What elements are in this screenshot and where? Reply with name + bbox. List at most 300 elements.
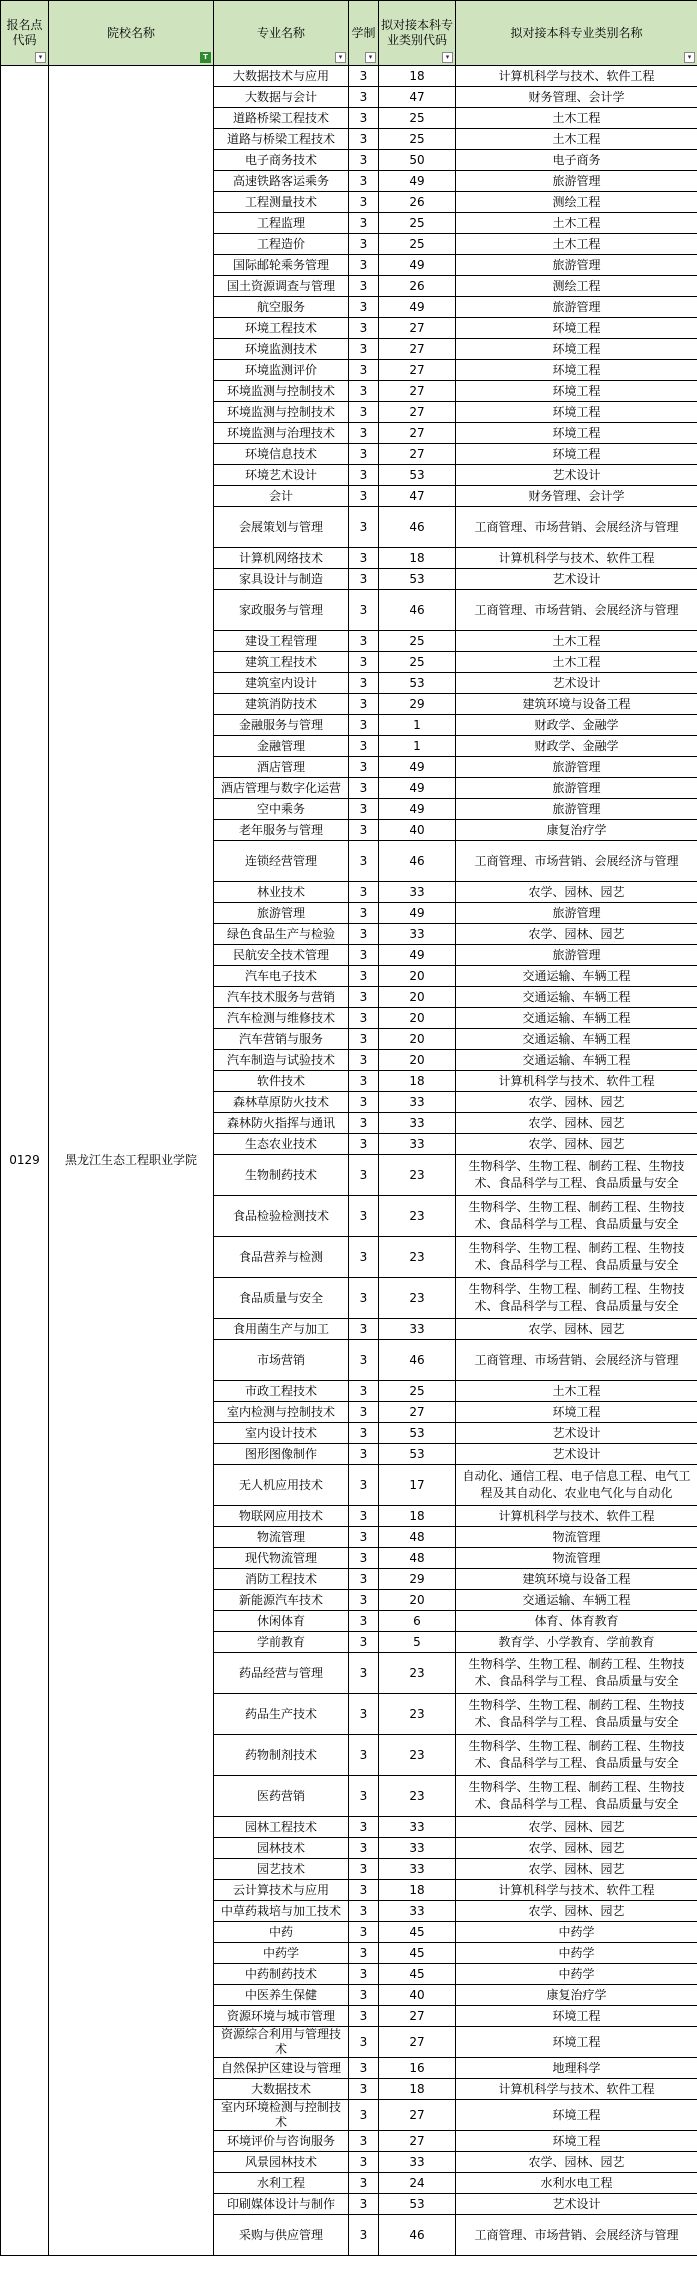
major-name-cell: 生物制药技术 <box>214 1155 349 1196</box>
category-code-cell: 49 <box>379 903 456 924</box>
category-name-cell: 计算机科学与技术、软件工程 <box>456 2079 697 2100</box>
duration-cell: 3 <box>349 2027 379 2058</box>
duration-cell: 3 <box>349 1735 379 1776</box>
category-name-cell: 环境工程 <box>456 2100 697 2131</box>
duration-cell: 3 <box>349 2079 379 2100</box>
major-name-cell: 森林草原防火技术 <box>214 1092 349 1113</box>
filter-dropdown-icon[interactable]: ▾ <box>335 52 346 63</box>
duration-cell: 3 <box>349 757 379 778</box>
major-name-cell: 物流管理 <box>214 1527 349 1548</box>
major-name-cell: 云计算技术与应用 <box>214 1880 349 1901</box>
category-name-cell: 艺术设计 <box>456 2194 697 2215</box>
major-name-cell: 民航安全技术管理 <box>214 945 349 966</box>
category-code-cell: 25 <box>379 652 456 673</box>
category-code-cell: 5 <box>379 1632 456 1653</box>
duration-cell: 3 <box>349 673 379 694</box>
category-name-cell: 旅游管理 <box>456 297 697 318</box>
major-name-cell: 自然保护区建设与管理 <box>214 2058 349 2079</box>
duration-cell: 3 <box>349 903 379 924</box>
category-name-cell: 环境工程 <box>456 339 697 360</box>
category-code-cell: 27 <box>379 1402 456 1423</box>
category-code-cell: 46 <box>379 2215 456 2256</box>
major-name-cell: 室内设计技术 <box>214 1423 349 1444</box>
category-name-cell: 中药学 <box>456 1964 697 1985</box>
duration-cell: 3 <box>349 1465 379 1506</box>
category-name-cell: 艺术设计 <box>456 673 697 694</box>
category-code-cell: 53 <box>379 2194 456 2215</box>
category-code-cell: 18 <box>379 548 456 569</box>
category-code-cell: 27 <box>379 2100 456 2131</box>
category-name-cell: 艺术设计 <box>456 1423 697 1444</box>
category-code-cell: 40 <box>379 820 456 841</box>
category-name-cell: 环境工程 <box>456 381 697 402</box>
category-code-cell: 23 <box>379 1237 456 1278</box>
duration-cell: 3 <box>349 1402 379 1423</box>
category-name-cell: 旅游管理 <box>456 778 697 799</box>
major-name-cell: 大数据技术与应用 <box>214 66 349 87</box>
header-cell: 拟对接本科专业类别名称 ▾ <box>456 1 697 66</box>
category-code-cell: 53 <box>379 1423 456 1444</box>
category-code-cell: 33 <box>379 1859 456 1880</box>
category-code-cell: 29 <box>379 694 456 715</box>
major-name-cell: 学前教育 <box>214 1632 349 1653</box>
duration-cell: 3 <box>349 318 379 339</box>
major-name-cell: 环境工程技术 <box>214 318 349 339</box>
category-name-cell: 交通运输、车辆工程 <box>456 1590 697 1611</box>
category-code-cell: 33 <box>379 1134 456 1155</box>
category-name-cell: 计算机科学与技术、软件工程 <box>456 1506 697 1527</box>
major-name-cell: 无人机应用技术 <box>214 1465 349 1506</box>
category-code-cell: 25 <box>379 234 456 255</box>
category-code-cell: 26 <box>379 192 456 213</box>
category-name-cell: 生物科学、生物工程、制药工程、生物技术、食品科学与工程、食品质量与安全 <box>456 1237 697 1278</box>
major-name-cell: 会计 <box>214 486 349 507</box>
category-name-cell: 土木工程 <box>456 1381 697 1402</box>
major-name-cell: 食品检验检测技术 <box>214 1196 349 1237</box>
category-code-cell: 45 <box>379 1964 456 1985</box>
duration-cell: 3 <box>349 569 379 590</box>
major-name-cell: 汽车检测与维修技术 <box>214 1008 349 1029</box>
duration-cell: 3 <box>349 423 379 444</box>
category-code-cell: 27 <box>379 318 456 339</box>
major-name-cell: 道路与桥梁工程技术 <box>214 129 349 150</box>
duration-cell: 3 <box>349 1278 379 1319</box>
category-name-cell: 农学、园林、园艺 <box>456 1319 697 1340</box>
filter-dropdown-icon[interactable]: ▾ <box>365 52 376 63</box>
category-code-cell: 23 <box>379 1196 456 1237</box>
duration-cell: 3 <box>349 276 379 297</box>
category-name-cell: 测绘工程 <box>456 192 697 213</box>
major-name-cell: 采购与供应管理 <box>214 2215 349 2256</box>
category-code-cell: 33 <box>379 1319 456 1340</box>
major-name-cell: 空中乘务 <box>214 799 349 820</box>
category-name-cell: 旅游管理 <box>456 171 697 192</box>
table-row <box>1 66 697 87</box>
duration-cell: 3 <box>349 1653 379 1694</box>
category-name-cell: 交通运输、车辆工程 <box>456 987 697 1008</box>
category-name-cell: 财政学、金融学 <box>456 715 697 736</box>
duration-cell: 3 <box>349 1943 379 1964</box>
major-name-cell: 道路桥梁工程技术 <box>214 108 349 129</box>
category-code-cell: 18 <box>379 66 456 87</box>
duration-cell: 3 <box>349 2100 379 2131</box>
major-name-cell: 现代物流管理 <box>214 1548 349 1569</box>
category-code-cell: 50 <box>379 150 456 171</box>
header-row <box>1 1 697 66</box>
duration-cell: 3 <box>349 87 379 108</box>
category-name-cell: 土木工程 <box>456 631 697 652</box>
duration-cell: 3 <box>349 1838 379 1859</box>
category-code-cell: 20 <box>379 1008 456 1029</box>
duration-cell: 3 <box>349 150 379 171</box>
duration-cell: 3 <box>349 2058 379 2079</box>
category-code-cell: 33 <box>379 2152 456 2173</box>
category-name-cell: 环境工程 <box>456 423 697 444</box>
major-name-cell: 中医养生保健 <box>214 1985 349 2006</box>
category-name-cell: 工商管理、市场营销、会展经济与管理 <box>456 590 697 631</box>
category-code-cell: 1 <box>379 715 456 736</box>
category-name-cell: 财务管理、会计学 <box>456 87 697 108</box>
category-code-cell: 26 <box>379 276 456 297</box>
category-code-cell: 53 <box>379 1444 456 1465</box>
school-code-cell: 0129 <box>1 66 49 2256</box>
category-name-cell: 环境工程 <box>456 318 697 339</box>
major-name-cell: 环境监测与控制技术 <box>214 402 349 423</box>
category-name-cell: 康复治疗学 <box>456 1985 697 2006</box>
category-name-cell: 计算机科学与技术、软件工程 <box>456 548 697 569</box>
category-code-cell: 48 <box>379 1527 456 1548</box>
duration-cell: 3 <box>349 297 379 318</box>
header-cell: 拟对接本科专业类别代码 ▾ <box>379 1 456 66</box>
category-code-cell: 23 <box>379 1735 456 1776</box>
major-name-cell: 资源综合利用与管理技术 <box>214 2027 349 2058</box>
major-name-cell: 中药 <box>214 1922 349 1943</box>
category-code-cell: 23 <box>379 1776 456 1817</box>
category-code-cell: 49 <box>379 945 456 966</box>
major-name-cell: 金融服务与管理 <box>214 715 349 736</box>
duration-cell: 3 <box>349 1590 379 1611</box>
category-name-cell: 地理科学 <box>456 2058 697 2079</box>
category-code-cell: 47 <box>379 87 456 108</box>
category-code-cell: 53 <box>379 673 456 694</box>
major-name-cell: 中草药栽培与加工技术 <box>214 1901 349 1922</box>
category-code-cell: 33 <box>379 1113 456 1134</box>
duration-cell: 3 <box>349 1527 379 1548</box>
category-name-cell: 环境工程 <box>456 2131 697 2152</box>
filter-dropdown-icon[interactable]: ▾ <box>442 52 453 63</box>
category-code-cell: 33 <box>379 924 456 945</box>
category-name-cell: 财政学、金融学 <box>456 736 697 757</box>
category-code-cell: 23 <box>379 1694 456 1735</box>
category-code-cell: 27 <box>379 402 456 423</box>
category-code-cell: 23 <box>379 1653 456 1694</box>
duration-cell: 3 <box>349 1237 379 1278</box>
duration-cell: 3 <box>349 799 379 820</box>
category-code-cell: 25 <box>379 631 456 652</box>
category-code-cell: 27 <box>379 2131 456 2152</box>
category-code-cell: 1 <box>379 736 456 757</box>
duration-cell: 3 <box>349 1611 379 1632</box>
duration-cell: 3 <box>349 234 379 255</box>
category-name-cell: 教育学、小学教育、学前教育 <box>456 1632 697 1653</box>
duration-cell: 3 <box>349 548 379 569</box>
major-name-cell: 环境信息技术 <box>214 444 349 465</box>
duration-cell: 3 <box>349 1092 379 1113</box>
category-code-cell: 25 <box>379 129 456 150</box>
major-name-cell: 软件技术 <box>214 1071 349 1092</box>
category-code-cell: 33 <box>379 1817 456 1838</box>
major-name-cell: 工程测量技术 <box>214 192 349 213</box>
category-name-cell: 农学、园林、园艺 <box>456 1113 697 1134</box>
category-name-cell: 工商管理、市场营销、会展经济与管理 <box>456 507 697 548</box>
category-name-cell: 土木工程 <box>456 652 697 673</box>
header-cell: 学制 ▾ <box>349 1 379 66</box>
duration-cell: 3 <box>349 129 379 150</box>
filter-active-icon[interactable]: T <box>200 52 211 63</box>
category-code-cell: 20 <box>379 1590 456 1611</box>
major-name-cell: 会展策划与管理 <box>214 507 349 548</box>
category-code-cell: 46 <box>379 841 456 882</box>
category-code-cell: 49 <box>379 778 456 799</box>
category-name-cell: 农学、园林、园艺 <box>456 1901 697 1922</box>
major-name-cell: 图形图像制作 <box>214 1444 349 1465</box>
duration-cell: 3 <box>349 507 379 548</box>
category-name-cell: 农学、园林、园艺 <box>456 1838 697 1859</box>
category-code-cell: 24 <box>379 2173 456 2194</box>
duration-cell: 3 <box>349 66 379 87</box>
major-name-cell: 大数据与会计 <box>214 87 349 108</box>
major-name-cell: 生态农业技术 <box>214 1134 349 1155</box>
category-code-cell: 47 <box>379 486 456 507</box>
major-name-cell: 森林防火指挥与通讯 <box>214 1113 349 1134</box>
major-name-cell: 国际邮轮乘务管理 <box>214 255 349 276</box>
category-code-cell: 49 <box>379 255 456 276</box>
major-name-cell: 环境监测评价 <box>214 360 349 381</box>
major-name-cell: 绿色食品生产与检验 <box>214 924 349 945</box>
major-name-cell: 药品生产技术 <box>214 1694 349 1735</box>
major-name-cell: 旅游管理 <box>214 903 349 924</box>
duration-cell: 3 <box>349 590 379 631</box>
duration-cell: 3 <box>349 1029 379 1050</box>
category-name-cell: 旅游管理 <box>456 255 697 276</box>
category-name-cell: 农学、园林、园艺 <box>456 1817 697 1838</box>
category-name-cell: 建筑环境与设备工程 <box>456 694 697 715</box>
duration-cell: 3 <box>349 1548 379 1569</box>
duration-cell: 3 <box>349 1964 379 1985</box>
category-code-cell: 46 <box>379 1340 456 1381</box>
duration-cell: 3 <box>349 108 379 129</box>
duration-cell: 3 <box>349 255 379 276</box>
major-name-cell: 林业技术 <box>214 882 349 903</box>
major-name-cell: 中药学 <box>214 1943 349 1964</box>
major-name-cell: 建设工程管理 <box>214 631 349 652</box>
duration-cell: 3 <box>349 945 379 966</box>
duration-cell: 3 <box>349 778 379 799</box>
duration-cell: 3 <box>349 652 379 673</box>
category-code-cell: 46 <box>379 590 456 631</box>
duration-cell: 3 <box>349 1632 379 1653</box>
duration-cell: 3 <box>349 1859 379 1880</box>
category-name-cell: 水利水电工程 <box>456 2173 697 2194</box>
duration-cell: 3 <box>349 2215 379 2256</box>
category-code-cell: 33 <box>379 1838 456 1859</box>
major-name-cell: 环境评价与咨询服务 <box>214 2131 349 2152</box>
category-name-cell: 艺术设计 <box>456 1444 697 1465</box>
duration-cell: 3 <box>349 1155 379 1196</box>
category-name-cell: 环境工程 <box>456 1402 697 1423</box>
category-code-cell: 48 <box>379 1548 456 1569</box>
category-name-cell: 艺术设计 <box>456 569 697 590</box>
major-name-cell: 国土资源调查与管理 <box>214 276 349 297</box>
major-name-cell: 环境监测与控制技术 <box>214 381 349 402</box>
major-name-cell: 中药制药技术 <box>214 1964 349 1985</box>
header-cell: 报名点代码 ▾ <box>1 1 49 66</box>
category-name-cell: 建筑环境与设备工程 <box>456 1569 697 1590</box>
duration-cell: 3 <box>349 987 379 1008</box>
major-name-cell: 建筑室内设计 <box>214 673 349 694</box>
category-code-cell: 45 <box>379 1922 456 1943</box>
category-code-cell: 16 <box>379 2058 456 2079</box>
major-name-cell: 汽车电子技术 <box>214 966 349 987</box>
category-name-cell: 康复治疗学 <box>456 820 697 841</box>
category-code-cell: 20 <box>379 1029 456 1050</box>
category-name-cell: 生物科学、生物工程、制药工程、生物技术、食品科学与工程、食品质量与安全 <box>456 1196 697 1237</box>
duration-cell: 3 <box>349 1340 379 1381</box>
duration-cell: 3 <box>349 465 379 486</box>
filter-dropdown-icon[interactable]: ▾ <box>35 52 46 63</box>
major-name-cell: 家具设计与制造 <box>214 569 349 590</box>
category-code-cell: 23 <box>379 1155 456 1196</box>
major-name-cell: 休闲体育 <box>214 1611 349 1632</box>
major-name-cell: 医药营销 <box>214 1776 349 1817</box>
category-name-cell: 财务管理、会计学 <box>456 486 697 507</box>
category-name-cell: 农学、园林、园艺 <box>456 1859 697 1880</box>
category-name-cell: 生物科学、生物工程、制药工程、生物技术、食品科学与工程、食品质量与安全 <box>456 1653 697 1694</box>
category-name-cell: 物流管理 <box>456 1527 697 1548</box>
category-name-cell: 计算机科学与技术、软件工程 <box>456 1071 697 1092</box>
category-name-cell: 艺术设计 <box>456 465 697 486</box>
category-code-cell: 20 <box>379 1050 456 1071</box>
category-code-cell: 18 <box>379 1071 456 1092</box>
major-name-cell: 印刷媒体设计与制作 <box>214 2194 349 2215</box>
major-name-cell: 建筑工程技术 <box>214 652 349 673</box>
duration-cell: 3 <box>349 1776 379 1817</box>
filter-dropdown-icon[interactable]: ▾ <box>684 52 695 63</box>
category-name-cell: 生物科学、生物工程、制药工程、生物技术、食品科学与工程、食品质量与安全 <box>456 1776 697 1817</box>
school-name-cell: 黑龙江生态工程职业学院 <box>49 66 214 2256</box>
major-name-cell: 金融管理 <box>214 736 349 757</box>
category-name-cell: 环境工程 <box>456 360 697 381</box>
category-code-cell: 27 <box>379 2006 456 2027</box>
major-name-cell: 消防工程技术 <box>214 1569 349 1590</box>
duration-cell: 3 <box>349 1050 379 1071</box>
category-name-cell: 旅游管理 <box>456 945 697 966</box>
category-code-cell: 20 <box>379 966 456 987</box>
duration-cell: 3 <box>349 381 379 402</box>
major-name-cell: 室内环境检测与控制技术 <box>214 2100 349 2131</box>
major-name-cell: 建筑消防技术 <box>214 694 349 715</box>
category-name-cell: 土木工程 <box>456 234 697 255</box>
category-name-cell: 工商管理、市场营销、会展经济与管理 <box>456 1340 697 1381</box>
duration-cell: 3 <box>349 1113 379 1134</box>
duration-cell: 3 <box>349 339 379 360</box>
major-name-cell: 酒店管理与数字化运营 <box>214 778 349 799</box>
duration-cell: 3 <box>349 2006 379 2027</box>
major-name-cell: 新能源汽车技术 <box>214 1590 349 1611</box>
duration-cell: 3 <box>349 171 379 192</box>
category-code-cell: 49 <box>379 171 456 192</box>
duration-cell: 3 <box>349 2194 379 2215</box>
category-code-cell: 27 <box>379 444 456 465</box>
major-name-cell: 连锁经营管理 <box>214 841 349 882</box>
major-name-cell: 市场营销 <box>214 1340 349 1381</box>
category-name-cell: 农学、园林、园艺 <box>456 1092 697 1113</box>
major-name-cell: 计算机网络技术 <box>214 548 349 569</box>
duration-cell: 3 <box>349 631 379 652</box>
duration-cell: 3 <box>349 1444 379 1465</box>
category-name-cell: 土木工程 <box>456 108 697 129</box>
major-name-cell: 环境监测与治理技术 <box>214 423 349 444</box>
duration-cell: 3 <box>349 1423 379 1444</box>
duration-cell: 3 <box>349 486 379 507</box>
category-code-cell: 33 <box>379 1092 456 1113</box>
major-name-cell: 环境艺术设计 <box>214 465 349 486</box>
duration-cell: 3 <box>349 360 379 381</box>
category-name-cell: 测绘工程 <box>456 276 697 297</box>
duration-cell: 3 <box>349 2173 379 2194</box>
category-code-cell: 25 <box>379 108 456 129</box>
duration-cell: 3 <box>349 1817 379 1838</box>
category-code-cell: 23 <box>379 1278 456 1319</box>
category-name-cell: 旅游管理 <box>456 903 697 924</box>
category-code-cell: 45 <box>379 1943 456 1964</box>
category-code-cell: 20 <box>379 987 456 1008</box>
major-name-cell: 酒店管理 <box>214 757 349 778</box>
category-name-cell: 生物科学、生物工程、制药工程、生物技术、食品科学与工程、食品质量与安全 <box>456 1694 697 1735</box>
major-name-cell: 工程监理 <box>214 213 349 234</box>
major-name-cell: 室内检测与控制技术 <box>214 1402 349 1423</box>
category-code-cell: 33 <box>379 882 456 903</box>
category-name-cell: 旅游管理 <box>456 799 697 820</box>
duration-cell: 3 <box>349 192 379 213</box>
duration-cell: 3 <box>349 1985 379 2006</box>
major-name-cell: 药物制剂技术 <box>214 1735 349 1776</box>
major-name-cell: 汽车技术服务与营销 <box>214 987 349 1008</box>
category-code-cell: 33 <box>379 1901 456 1922</box>
category-code-cell: 6 <box>379 1611 456 1632</box>
duration-cell: 3 <box>349 1922 379 1943</box>
category-code-cell: 29 <box>379 1569 456 1590</box>
duration-cell: 3 <box>349 1381 379 1402</box>
major-name-cell: 食品营养与检测 <box>214 1237 349 1278</box>
major-name-cell: 风景园林技术 <box>214 2152 349 2173</box>
category-name-cell: 工商管理、市场营销、会展经济与管理 <box>456 2215 697 2256</box>
duration-cell: 3 <box>349 1569 379 1590</box>
category-name-cell: 环境工程 <box>456 444 697 465</box>
category-name-cell: 旅游管理 <box>456 757 697 778</box>
category-name-cell: 环境工程 <box>456 402 697 423</box>
duration-cell: 3 <box>349 2131 379 2152</box>
duration-cell: 3 <box>349 1134 379 1155</box>
category-code-cell: 49 <box>379 757 456 778</box>
major-name-cell: 航空服务 <box>214 297 349 318</box>
major-name-cell: 药品经营与管理 <box>214 1653 349 1694</box>
category-name-cell: 生物科学、生物工程、制药工程、生物技术、食品科学与工程、食品质量与安全 <box>456 1735 697 1776</box>
major-name-cell: 食品质量与安全 <box>214 1278 349 1319</box>
category-code-cell: 46 <box>379 507 456 548</box>
category-code-cell: 40 <box>379 1985 456 2006</box>
category-name-cell: 电子商务 <box>456 150 697 171</box>
